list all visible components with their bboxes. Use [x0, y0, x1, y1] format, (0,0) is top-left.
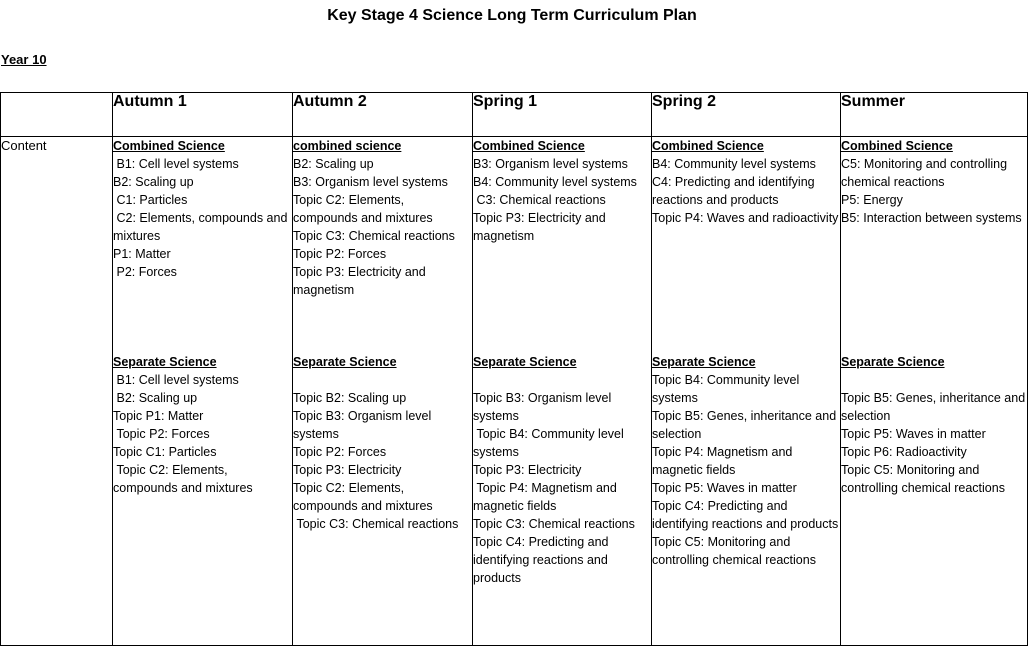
topic-line: Topic P2: Forces: [293, 445, 387, 459]
page-title: Key Stage 4 Science Long Term Curriculum Plan: [327, 7, 697, 24]
topic-line: C5: Monitoring and controlling chemical reactions: [841, 157, 1011, 189]
combined-science-block: [113, 137, 292, 281]
topic-line: B4: Community level systems: [652, 157, 816, 171]
topic-line: B2: Scaling up: [113, 391, 198, 405]
content-cell-summer: [841, 137, 1028, 646]
topic-line: Topic B3: Organism level systems: [293, 409, 435, 441]
curriculum-table: [0, 92, 1028, 646]
combined-science-title: Combined Science: [841, 139, 953, 153]
content-row: [1, 137, 1028, 646]
column-header-autumn-2: Autumn 2: [293, 93, 473, 137]
combined-science-block: [473, 137, 651, 245]
topic-line: B3: Organism level systems: [293, 175, 448, 189]
topic-line: C2: Elements, compounds and mixtures: [113, 211, 291, 243]
year-heading: Year 10: [1, 52, 47, 67]
corner-cell: [1, 93, 113, 137]
topic-line: Topic B2: Scaling up: [293, 391, 407, 405]
cell-content: [113, 137, 292, 637]
header-row: [1, 93, 1028, 137]
separate-science-block: [652, 353, 840, 569]
combined-science-title: Combined Science: [113, 139, 225, 153]
separate-science-title: Separate Science: [113, 355, 217, 369]
topic-line: Topic C4: Predicting and identifying reactions and products: [652, 499, 839, 531]
topic-line: Topic C3: Chemical reactions: [293, 517, 459, 531]
topic-line: B3: Organism level systems: [473, 157, 628, 171]
topic-line: Topic P5: Waves in matter: [652, 481, 797, 495]
topic-line: Topic P4: Magnetism and magnetic fields: [473, 481, 621, 513]
topic-line: B2: Scaling up: [113, 175, 194, 189]
topic-line: Topic B5: Genes, inheritance and selection: [652, 409, 840, 441]
combined-science-block: [652, 137, 840, 227]
topic-line: Topic C3: Chemical reactions: [293, 229, 455, 243]
content-cell-autumn-1: [113, 137, 293, 646]
topic-line: Topic P4: Magnetism and magnetic fields: [652, 445, 796, 477]
content-cell-spring-2: [652, 137, 841, 646]
topic-line: Topic C4: Predicting and identifying reactions and products: [473, 535, 612, 585]
separate-science-block: [293, 353, 472, 533]
separate-science-title: Separate Science: [473, 355, 577, 369]
column-header-autumn-1: Autumn 1: [113, 93, 293, 137]
topic-line: P1: Matter: [113, 247, 171, 261]
combined-science-block: [841, 137, 1027, 227]
separate-science-block: [841, 353, 1027, 497]
separate-science-block: [113, 353, 292, 497]
topic-line: Topic B4: Community level systems: [473, 427, 628, 459]
topic-line: Topic B4: Community level systems: [652, 373, 803, 405]
topic-line: B4: Community level systems: [473, 175, 637, 189]
separate-science-block: [473, 353, 651, 587]
topic-line: B1: Cell level systems: [113, 373, 239, 387]
column-header-spring-2: Spring 2: [652, 93, 841, 137]
topic-line: Topic C2: Elements, compounds and mixtures: [293, 481, 433, 513]
separate-science-title: Separate Science: [841, 355, 945, 369]
topic-line: Topic P3: Electricity: [293, 463, 402, 477]
topic-line: Topic P2: Forces: [293, 247, 387, 261]
topic-line: Topic P4: Waves and radioactivity: [652, 211, 839, 225]
topic-line: Topic C1: Particles: [113, 445, 217, 459]
topic-line: Topic P5: Waves in matter: [841, 427, 986, 441]
topic-line: Topic P2: Forces: [113, 427, 210, 441]
content-cell-autumn-2: [293, 137, 473, 646]
topic-line: Topic P1: Matter: [113, 409, 204, 423]
topic-line: Topic P6: Radioactivity: [841, 445, 967, 459]
topic-line: Topic B3: Organism level systems: [473, 391, 615, 423]
column-header-summer: Summer: [841, 93, 1028, 137]
separate-science-title: Separate Science: [652, 355, 756, 369]
topic-line: C4: Predicting and identifying reactions and products: [652, 175, 819, 207]
topic-line: P2: Forces: [113, 265, 177, 279]
topic-line: Topic P3: Electricity and magnetism: [473, 211, 610, 243]
topic-line: Topic P3: Electricity: [473, 463, 582, 477]
combined-science-title: combined science: [293, 139, 402, 153]
separate-science-title: Separate Science: [293, 355, 397, 369]
topic-line: Topic C2: Elements, compounds and mixtures: [113, 463, 253, 495]
topic-line: [841, 371, 1027, 389]
combined-science-block: [293, 137, 472, 299]
cell-content: [473, 137, 651, 637]
topic-line: Topic C5: Monitoring and controlling chemical reactions: [841, 463, 1005, 495]
cell-content: [293, 137, 472, 637]
topic-line: P5: Energy: [841, 193, 903, 207]
combined-science-title: Combined Science: [652, 139, 764, 153]
topic-line: Topic P3: Electricity and magnetism: [293, 265, 430, 297]
topic-line: B5: Interaction between systems: [841, 211, 1022, 225]
topic-line: Topic C2: Elements, compounds and mixtures: [293, 193, 433, 225]
topic-line: C1: Particles: [113, 193, 188, 207]
topic-line: B2: Scaling up: [293, 157, 374, 171]
content-cell-spring-1: [473, 137, 652, 646]
column-header-spring-1: Spring 1: [473, 93, 652, 137]
topic-line: [473, 371, 651, 389]
topic-line: C3: Chemical reactions: [473, 193, 606, 207]
topic-line: Topic C5: Monitoring and controlling chemical reactions: [652, 535, 816, 567]
topic-line: [293, 371, 472, 389]
combined-science-title: Combined Science: [473, 139, 585, 153]
cell-content: [841, 137, 1027, 637]
topic-line: B1: Cell level systems: [113, 157, 239, 171]
topic-line: Topic C3: Chemical reactions: [473, 517, 635, 531]
cell-content: [652, 137, 840, 637]
topic-line: Topic B5: Genes, inheritance and selection: [841, 391, 1029, 423]
row-label-content: Content: [1, 137, 113, 646]
